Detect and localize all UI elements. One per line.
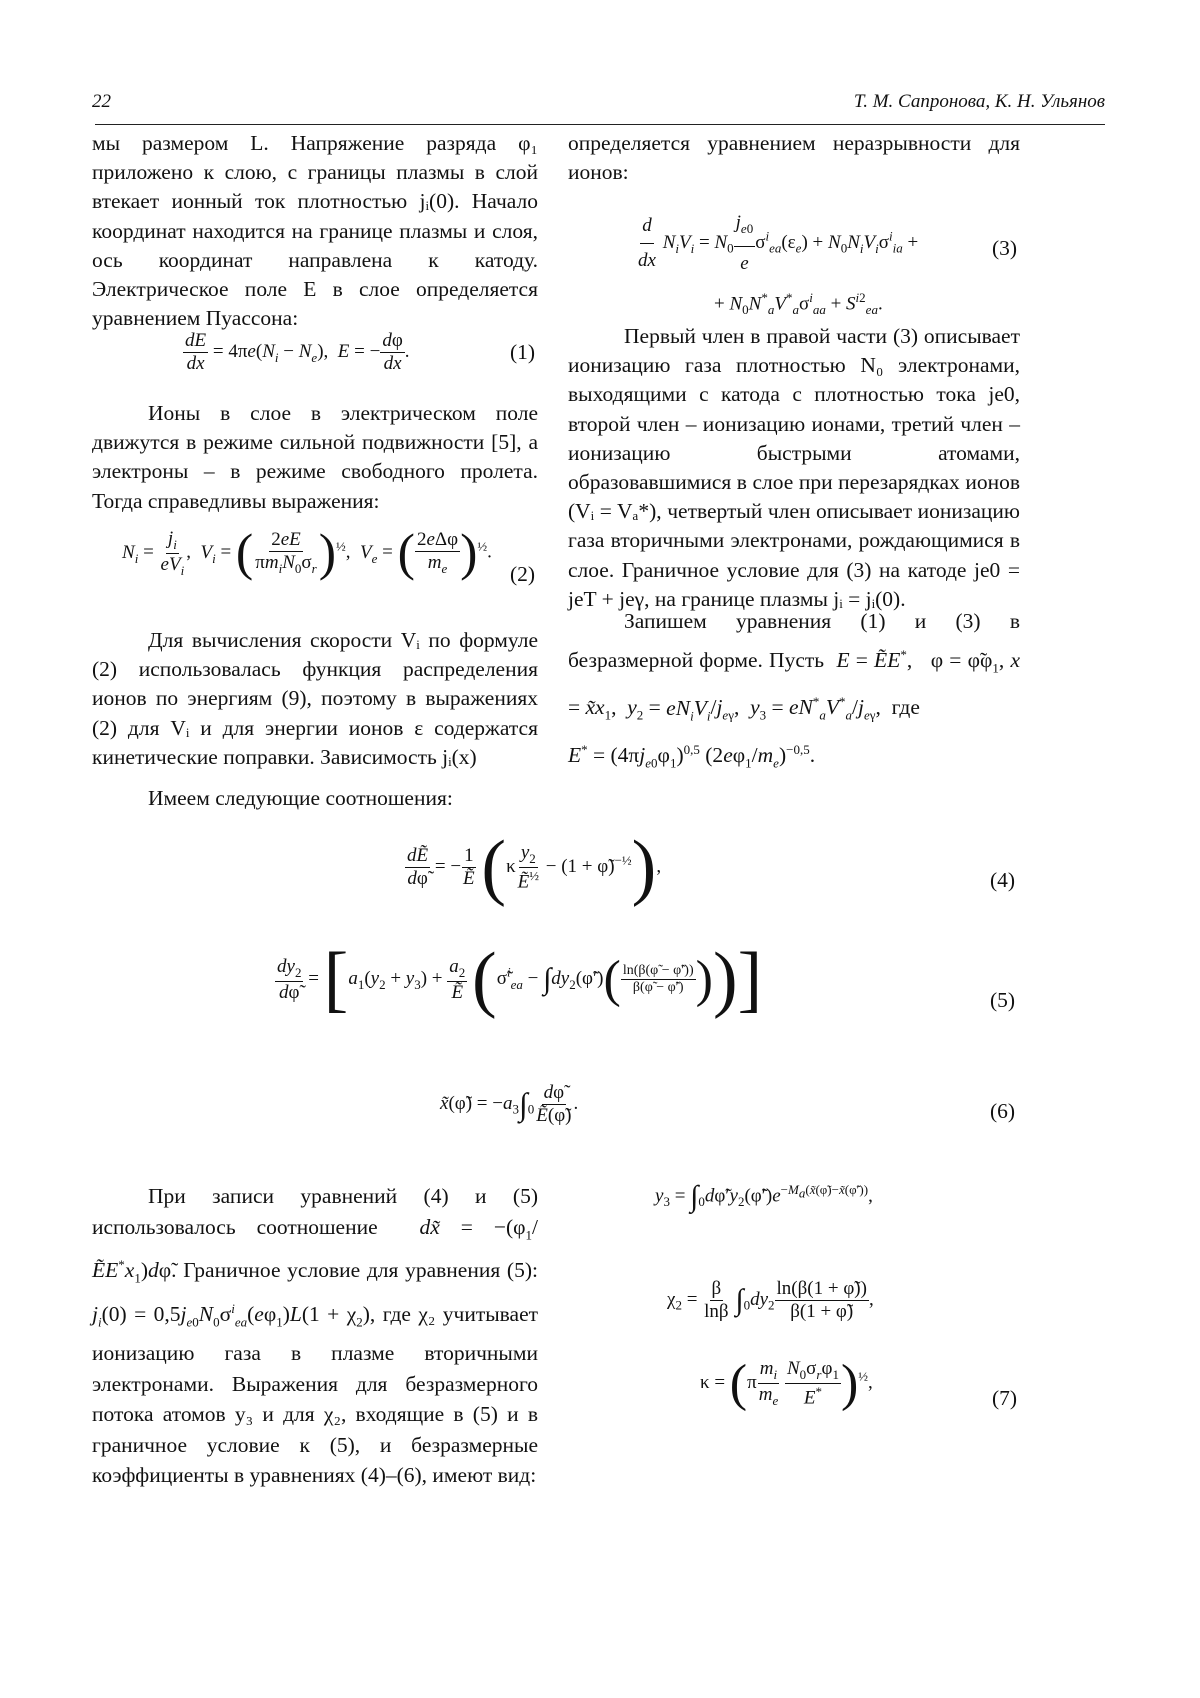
paragraph: Первый член в правой части (3) описывает ионизацию газа плотностью N₀ электронами, выходящими с катода с плотностью тока je0, второй член – ионизацию ионами, третий член – ионизацию быстрыми атомами, образовавшимися в слое при перезарядках ионов (Vᵢ = Vₐ*), четвертый член описывает ионизацию газа вторичными электронами, рождающимися в слое. Граничное условие для (3) на катоде je0 = jeT + jeγ, на границе плазмы jᵢ = jᵢ(0). bbox=[568, 322, 1020, 614]
equation-number-2: (2) bbox=[510, 562, 535, 587]
header-rule bbox=[95, 124, 1105, 125]
equation-6: x̃(φ̃) = −a3∫0 dφ̃ Ẽ(φ̃) . bbox=[440, 1082, 630, 1127]
equation-number-5: (5) bbox=[990, 988, 1015, 1013]
page-number: 22 bbox=[92, 91, 111, 113]
equation-5: dy2 dφ̃ = [a1(y2 + y3) + a2 Ẽ (σ̃iea − ∫dy2(φ̃′)( ln(β(φ̃ − φ̃′)) β(φ̃ − φ̃′) ))] bbox=[275, 950, 785, 1009]
paragraph: определяется уравнением неразрывности для ионов: bbox=[568, 129, 1020, 187]
equation-number-1: (1) bbox=[510, 340, 535, 365]
full-width-line bbox=[92, 784, 992, 813]
equation-3: d dx NiVi = N0 je0 e σiea(εe) + N0NiViσiia + + N0N*aV*aσiaa + Si2ea. bbox=[636, 206, 976, 327]
left-column-bottom bbox=[92, 626, 538, 772]
equation-4: dẼ dφ̃ = − 1 Ẽ (κ y2 Ẽ½ − (1 + φ̃)−½), bbox=[405, 838, 735, 897]
paragraph: Имеем следующие соотношения: bbox=[92, 784, 992, 813]
running-header-authors: Т. М. Сапронова, К. Н. Ульянов bbox=[854, 91, 1105, 113]
paragraph: Запишем уравнения (1) и (3) в безразмерной форме. Пусть E = ẼE*, φ = φ̃φ1, x = x̃x1, y2 = eNiVi/jeγ, y3 = eN*aV*a/jeγ, где E* = (4πje0φ1)0,5 (2eφ1/me)−0,5. bbox=[568, 604, 1020, 780]
bottom-left-paragraph bbox=[92, 1181, 538, 1491]
paragraph-text: , где χ₂ учитывает ионизацию газа в плазме вторичными электронами. Выражения для безразмерного потока атомов y₃ и для χ₂, входящие в (5) и в граничное условие к (5), и безразмерные коэффициенты в уравнениях (4)–(6), имеют вид: bbox=[92, 1302, 538, 1487]
left-column-mid bbox=[92, 399, 538, 516]
equation-number-3: (3) bbox=[992, 236, 1017, 261]
equation-number-7: (7) bbox=[992, 1386, 1017, 1411]
equation-y3: y3 = ∫0dφ̃′y2(φ̃′)e−Ma(x̃(φ̃)−x̃(φ̃′)), bbox=[655, 1180, 975, 1214]
paragraph-text: Запишем уравнения (1) и (3) в безразмерной форме. Пусть bbox=[568, 609, 1020, 672]
right-column-bottom bbox=[568, 604, 1020, 780]
equation-number-4: (4) bbox=[990, 868, 1015, 893]
paragraph: мы размером L. Напряжение разряда φ₁ приложено к слою, с границы плазмы в слой втекает ионный ток плотностью jᵢ(0). Начало координат находится на границе плазмы и слоя, ось координат направлена к катоду. Электрическое поле E в слое определяется уравнением Пуассона: bbox=[92, 129, 538, 333]
paragraph: Для вычисления скорости Vᵢ по формуле (2) использовалась функция распределения ионов по энергиям (9), поэтому в выражениях (2) для Vᵢ и для энергии ионов ε содержатся кинетические поправки. Зависимость jᵢ(x) bbox=[92, 626, 538, 772]
paragraph-text: где bbox=[892, 696, 920, 720]
right-column-mid bbox=[568, 322, 1020, 614]
right-column-top bbox=[568, 129, 1020, 187]
paragraph-text: Граничное условие для уравнения (5): bbox=[183, 1258, 538, 1282]
paragraph: При записи уравнений (4) и (5) использовалось соотношение dx̃ = −(φ1/ẼE*x1)dφ̃. Граничное условие для уравнения (5): ji(0) = 0,5je0N0σiea(eφ1)L(1 + χ2), где χ₂ учитывает ионизацию газа в плазме вторичными электронами. Выражения для безразмерного потока атомов y₃ и для χ₂, входящие в (5) и в граничное условие к (5), и безразмерные коэффициенты в уравнениях (4)–(6), имеют вид: bbox=[92, 1181, 538, 1491]
equation-kappa: κ = (π mi me N0σrφ1 E* )½, bbox=[700, 1358, 920, 1409]
left-column-top bbox=[92, 129, 538, 333]
equation-2: Ni = ji eVi , Vi = ( 2eE πmiN0σr )½, Ve = ( 2eΔφ me )½. bbox=[122, 528, 507, 579]
paragraph-text: При записи уравнений (4) и (5) использовалось соотношение bbox=[92, 1184, 538, 1239]
equation-chi2: χ2 = β lnβ ∫0dy2 ln(β(1 + φ̃)) β(1 + φ̃) , bbox=[667, 1278, 947, 1323]
equation-number-6: (6) bbox=[990, 1099, 1015, 1124]
equation-1: dE dx = 4πe(Ni − Ne), E = − dφ dx . bbox=[183, 330, 473, 375]
paragraph: Ионы в слое в электрическом поле движутся в режиме сильной подвижности [5], а электроны – в режиме свободного пролета. Тогда справедливы выражения: bbox=[92, 399, 538, 516]
